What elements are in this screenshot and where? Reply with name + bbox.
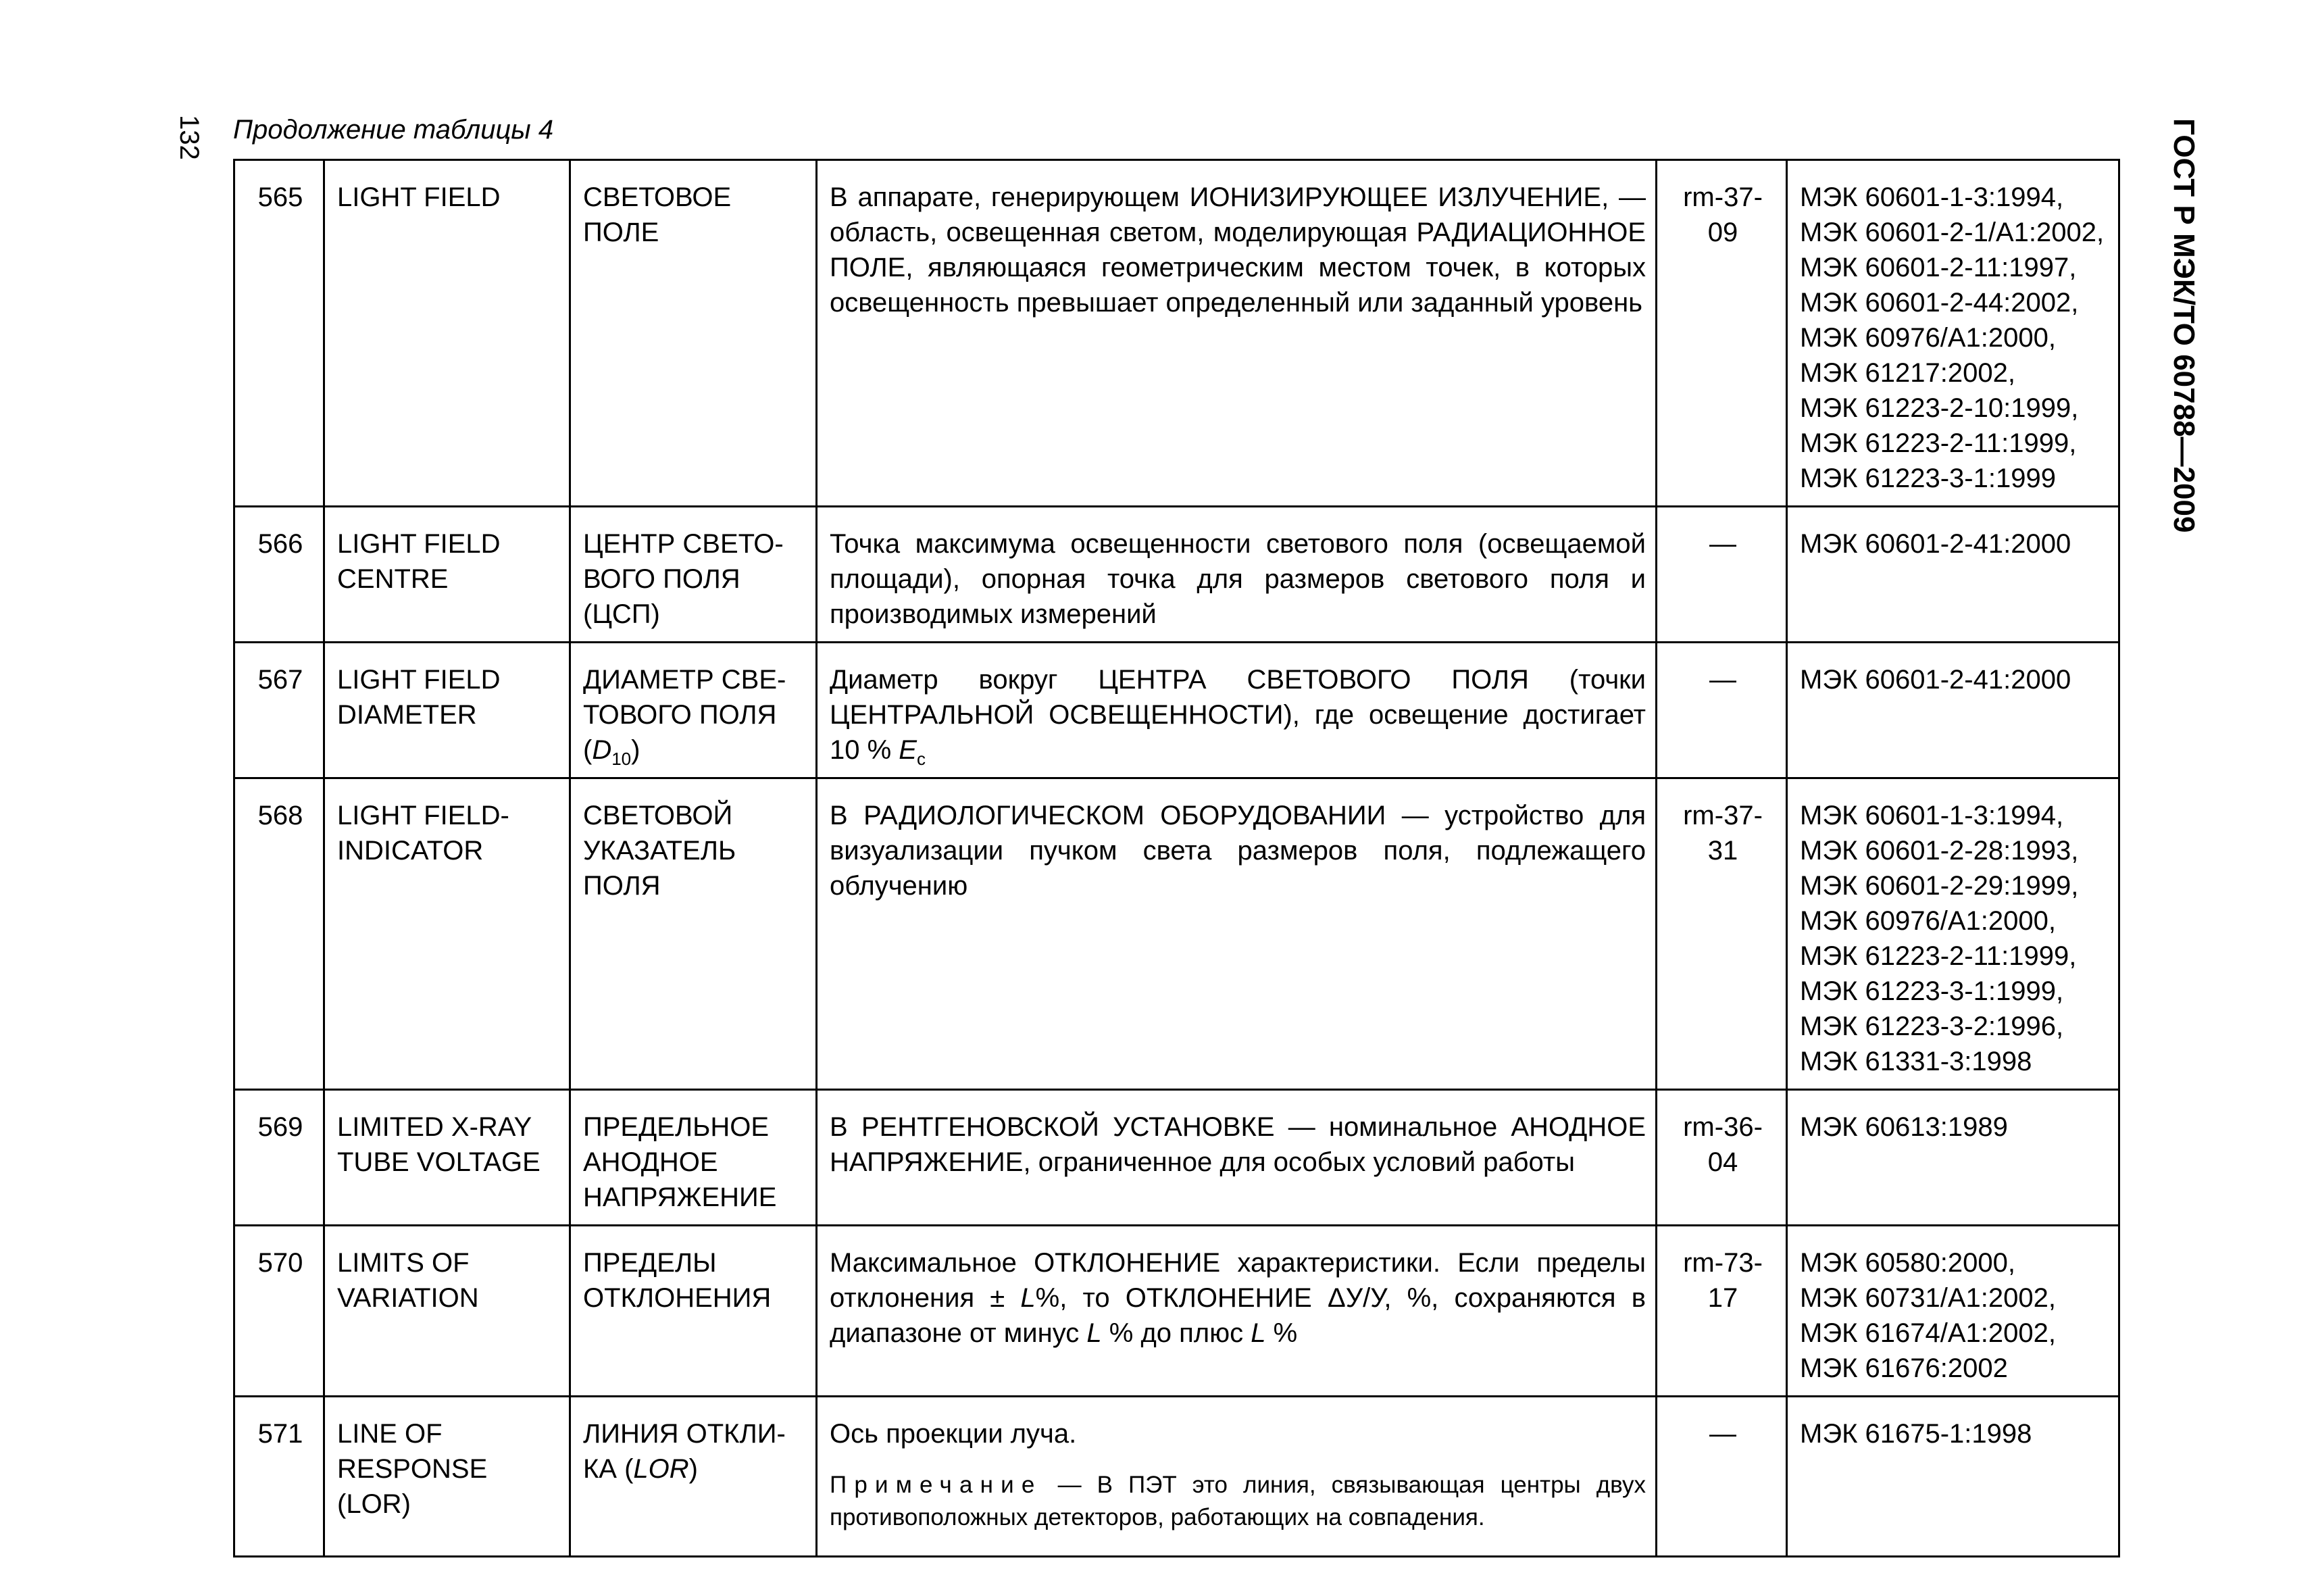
term-english: LIGHT FIELD DIAMETER xyxy=(324,643,570,778)
term-english: LINE OF RESPONSE (LOR) xyxy=(324,1397,570,1557)
term-code: rm-73-17 xyxy=(1657,1226,1787,1397)
reference: МЭК 60601-2-28:1993, xyxy=(1800,836,2079,866)
note-label: Примечание xyxy=(830,1472,1042,1498)
term-abbreviation: LOR xyxy=(633,1454,689,1484)
reference: МЭК 61675-1:1998 xyxy=(1800,1419,2032,1449)
symbol: D xyxy=(592,735,612,765)
term-russian-text: ДИАМЕТР СВЕ-ТОВОГО ПОЛЯ xyxy=(583,665,786,730)
note-text: — В ПЭТ это линия, связывающая центры двух противоположных детекторов, работающих на совпадения. xyxy=(830,1472,1646,1530)
term-code: — xyxy=(1657,1397,1787,1557)
reference: МЭК 60601-2-1/А1:2002, xyxy=(1800,218,2105,247)
reference: МЭК 60613:1989 xyxy=(1800,1112,2008,1142)
term-code: rm-37-31 xyxy=(1657,778,1787,1090)
reference: МЭК 60601-2-44:2002, xyxy=(1800,288,2079,318)
page-number xyxy=(172,115,213,169)
term-russian: СВЕТОВОЕ ПОЛЕ xyxy=(570,160,817,507)
reference: МЭК 60976/А1:2000, xyxy=(1800,906,2056,936)
term-references xyxy=(1787,1397,2119,1557)
definition-text: Максимальное ОТКЛОНЕНИЕ характеристики. Если пределы отклонения ± xyxy=(830,1248,1646,1313)
symbol: L xyxy=(1020,1283,1036,1313)
symbol-subscript: 10 xyxy=(611,749,632,769)
reference: МЭК 60580:2000, xyxy=(1800,1248,2015,1278)
reference: МЭК 61223-2-11:1999, xyxy=(1800,428,2077,458)
page-number-text: 132 xyxy=(174,115,204,160)
term-code: — xyxy=(1657,643,1787,778)
term-russian: ПРЕДЕЛЬНОЕ АНОДНОЕ НАПРЯЖЕНИЕ xyxy=(570,1090,817,1226)
definition-text: %, то ОТКЛОНЕНИЕ ΔУ/У, %, сохраняются в диапазоне от минус xyxy=(830,1283,1646,1348)
term-russian: ДИАМЕТР СВЕ-ТОВОГО ПОЛЯ $(D_{10})$ xyxy=(570,643,817,778)
term-english: LIMITS OF VARIATION xyxy=(324,1226,570,1397)
term-definition xyxy=(817,1226,1657,1397)
term-definition: В аппарате, генерирующем ИОНИЗИРУЮЩЕЕ ИЗЛУЧЕНИЕ, — область, освещенная светом, моделирующая РАДИАЦИОННОЕ ПОЛЕ, являющаяся геометрическим местом точек, в которых освещенность превышает определенный или заданный уровень xyxy=(817,160,1657,507)
term-definition: Точка максимума освещенности светового поля (освещаемой площади), опорная точка для размеров светового поля и производимых измерений xyxy=(817,507,1657,643)
term-references xyxy=(1787,778,2119,1090)
reference: МЭК 61676:2002 xyxy=(1800,1353,2008,1383)
term-number: 566 xyxy=(234,507,324,643)
terms-table xyxy=(233,159,2120,1557)
term-number: 569 xyxy=(234,1090,324,1226)
document-code-text: ГОСТ Р МЭК/ТО 60788—2009 xyxy=(2167,118,2200,533)
reference: МЭК 61223-2-10:1999, xyxy=(1800,393,2079,423)
table-row xyxy=(234,778,2119,1090)
reference: МЭК 61223-2-11:1999, xyxy=(1800,941,2077,971)
definition-text: % до плюс xyxy=(1109,1318,1244,1348)
term-number: 565 xyxy=(234,160,324,507)
term-number: 568 xyxy=(234,778,324,1090)
term-references xyxy=(1787,1226,2119,1397)
document-code xyxy=(2165,118,2206,551)
term-references xyxy=(1787,643,2119,778)
term-definition xyxy=(817,1397,1657,1557)
table-row xyxy=(234,643,2119,778)
reference: МЭК 60601-2-41:2000 xyxy=(1800,529,2071,559)
term-english: LIMITED X-RAY TUBE VOLTAGE xyxy=(324,1090,570,1226)
symbol: L xyxy=(1251,1318,1266,1348)
reference: МЭК 61223-3-1:1999 xyxy=(1800,464,2056,493)
table-row xyxy=(234,1226,2119,1397)
term-english: LIGHT FIELD xyxy=(324,160,570,507)
reference: МЭК 61331-3:1998 xyxy=(1800,1047,2032,1076)
term-code: rm-37-09 xyxy=(1657,160,1787,507)
term-russian: ЦЕНТР СВЕТО-ВОГО ПОЛЯ (ЦСП) xyxy=(570,507,817,643)
term-references xyxy=(1787,1090,2119,1226)
term-references xyxy=(1787,160,2119,507)
term-english: LIGHT FIELD-INDICATOR xyxy=(324,778,570,1090)
table-row xyxy=(234,160,2119,507)
term-definition: В РАДИОЛОГИЧЕСКОМ ОБОРУДОВАНИИ — устройство для визуализации пучком света размеров поля, подлежащего облучению xyxy=(817,778,1657,1090)
term-russian: ПРЕДЕЛЫ ОТКЛОНЕНИЯ xyxy=(570,1226,817,1397)
term-number: 567 xyxy=(234,643,324,778)
term-russian: ЛИНИЯ ОТКЛИ-КА (LOR) xyxy=(570,1397,817,1557)
reference: МЭК 60601-2-11:1997, xyxy=(1800,253,2077,282)
reference: МЭК 61223-3-2:1996, xyxy=(1800,1012,2064,1041)
term-definition: В РЕНТГЕНОВСКОЙ УСТАНОВКЕ — номинальное АНОДНОЕ НАПРЯЖЕНИЕ, ограниченное для особых условий работы xyxy=(817,1090,1657,1226)
reference: МЭК 61674/А1:2002, xyxy=(1800,1318,2056,1348)
reference: МЭК 60976/А1:2000, xyxy=(1800,323,2056,353)
term-definition xyxy=(817,643,1657,778)
table-row xyxy=(234,1397,2119,1557)
reference: МЭК 60601-1-3:1994, xyxy=(1800,182,2064,212)
reference: МЭК 60601-2-29:1999, xyxy=(1800,871,2079,901)
reference: МЭК 60601-2-41:2000 xyxy=(1800,665,2071,695)
term-russian: СВЕТОВОЙ УКАЗАТЕЛЬ ПОЛЯ xyxy=(570,778,817,1090)
term-code: rm-36-04 xyxy=(1657,1090,1787,1226)
symbol: L xyxy=(1086,1318,1102,1348)
term-number: 570 xyxy=(234,1226,324,1397)
reference: МЭК 61223-3-1:1999, xyxy=(1800,976,2064,1006)
symbol: E xyxy=(899,735,917,765)
table-row xyxy=(234,1090,2119,1226)
definition-text: Ось проекции луча. xyxy=(830,1419,1077,1449)
reference: МЭК 60601-1-3:1994, xyxy=(1800,801,2064,830)
symbol-subscript: c xyxy=(916,749,926,769)
term-number: 571 xyxy=(234,1397,324,1557)
table-caption: Продолжение таблицы 4 xyxy=(233,115,554,145)
reference: МЭК 60731/А1:2002, xyxy=(1800,1283,2056,1313)
term-references xyxy=(1787,507,2119,643)
definition-text: Диаметр вокруг ЦЕНТРА СВЕТОВОГО ПОЛЯ (точки ЦЕНТРАЛЬНОЙ ОСВЕЩЕННОСТИ), где освещение достигает 10 % xyxy=(830,665,1646,765)
term-english: LIGHT FIELD CENTRE xyxy=(324,507,570,643)
reference: МЭК 61217:2002, xyxy=(1800,358,2015,388)
definition-text: % xyxy=(1273,1318,1298,1348)
table-row xyxy=(234,507,2119,643)
term-code: — xyxy=(1657,507,1787,643)
definition-note xyxy=(830,1469,1646,1534)
term-russian-text: ЛИНИЯ ОТКЛИ-КА xyxy=(583,1419,786,1484)
